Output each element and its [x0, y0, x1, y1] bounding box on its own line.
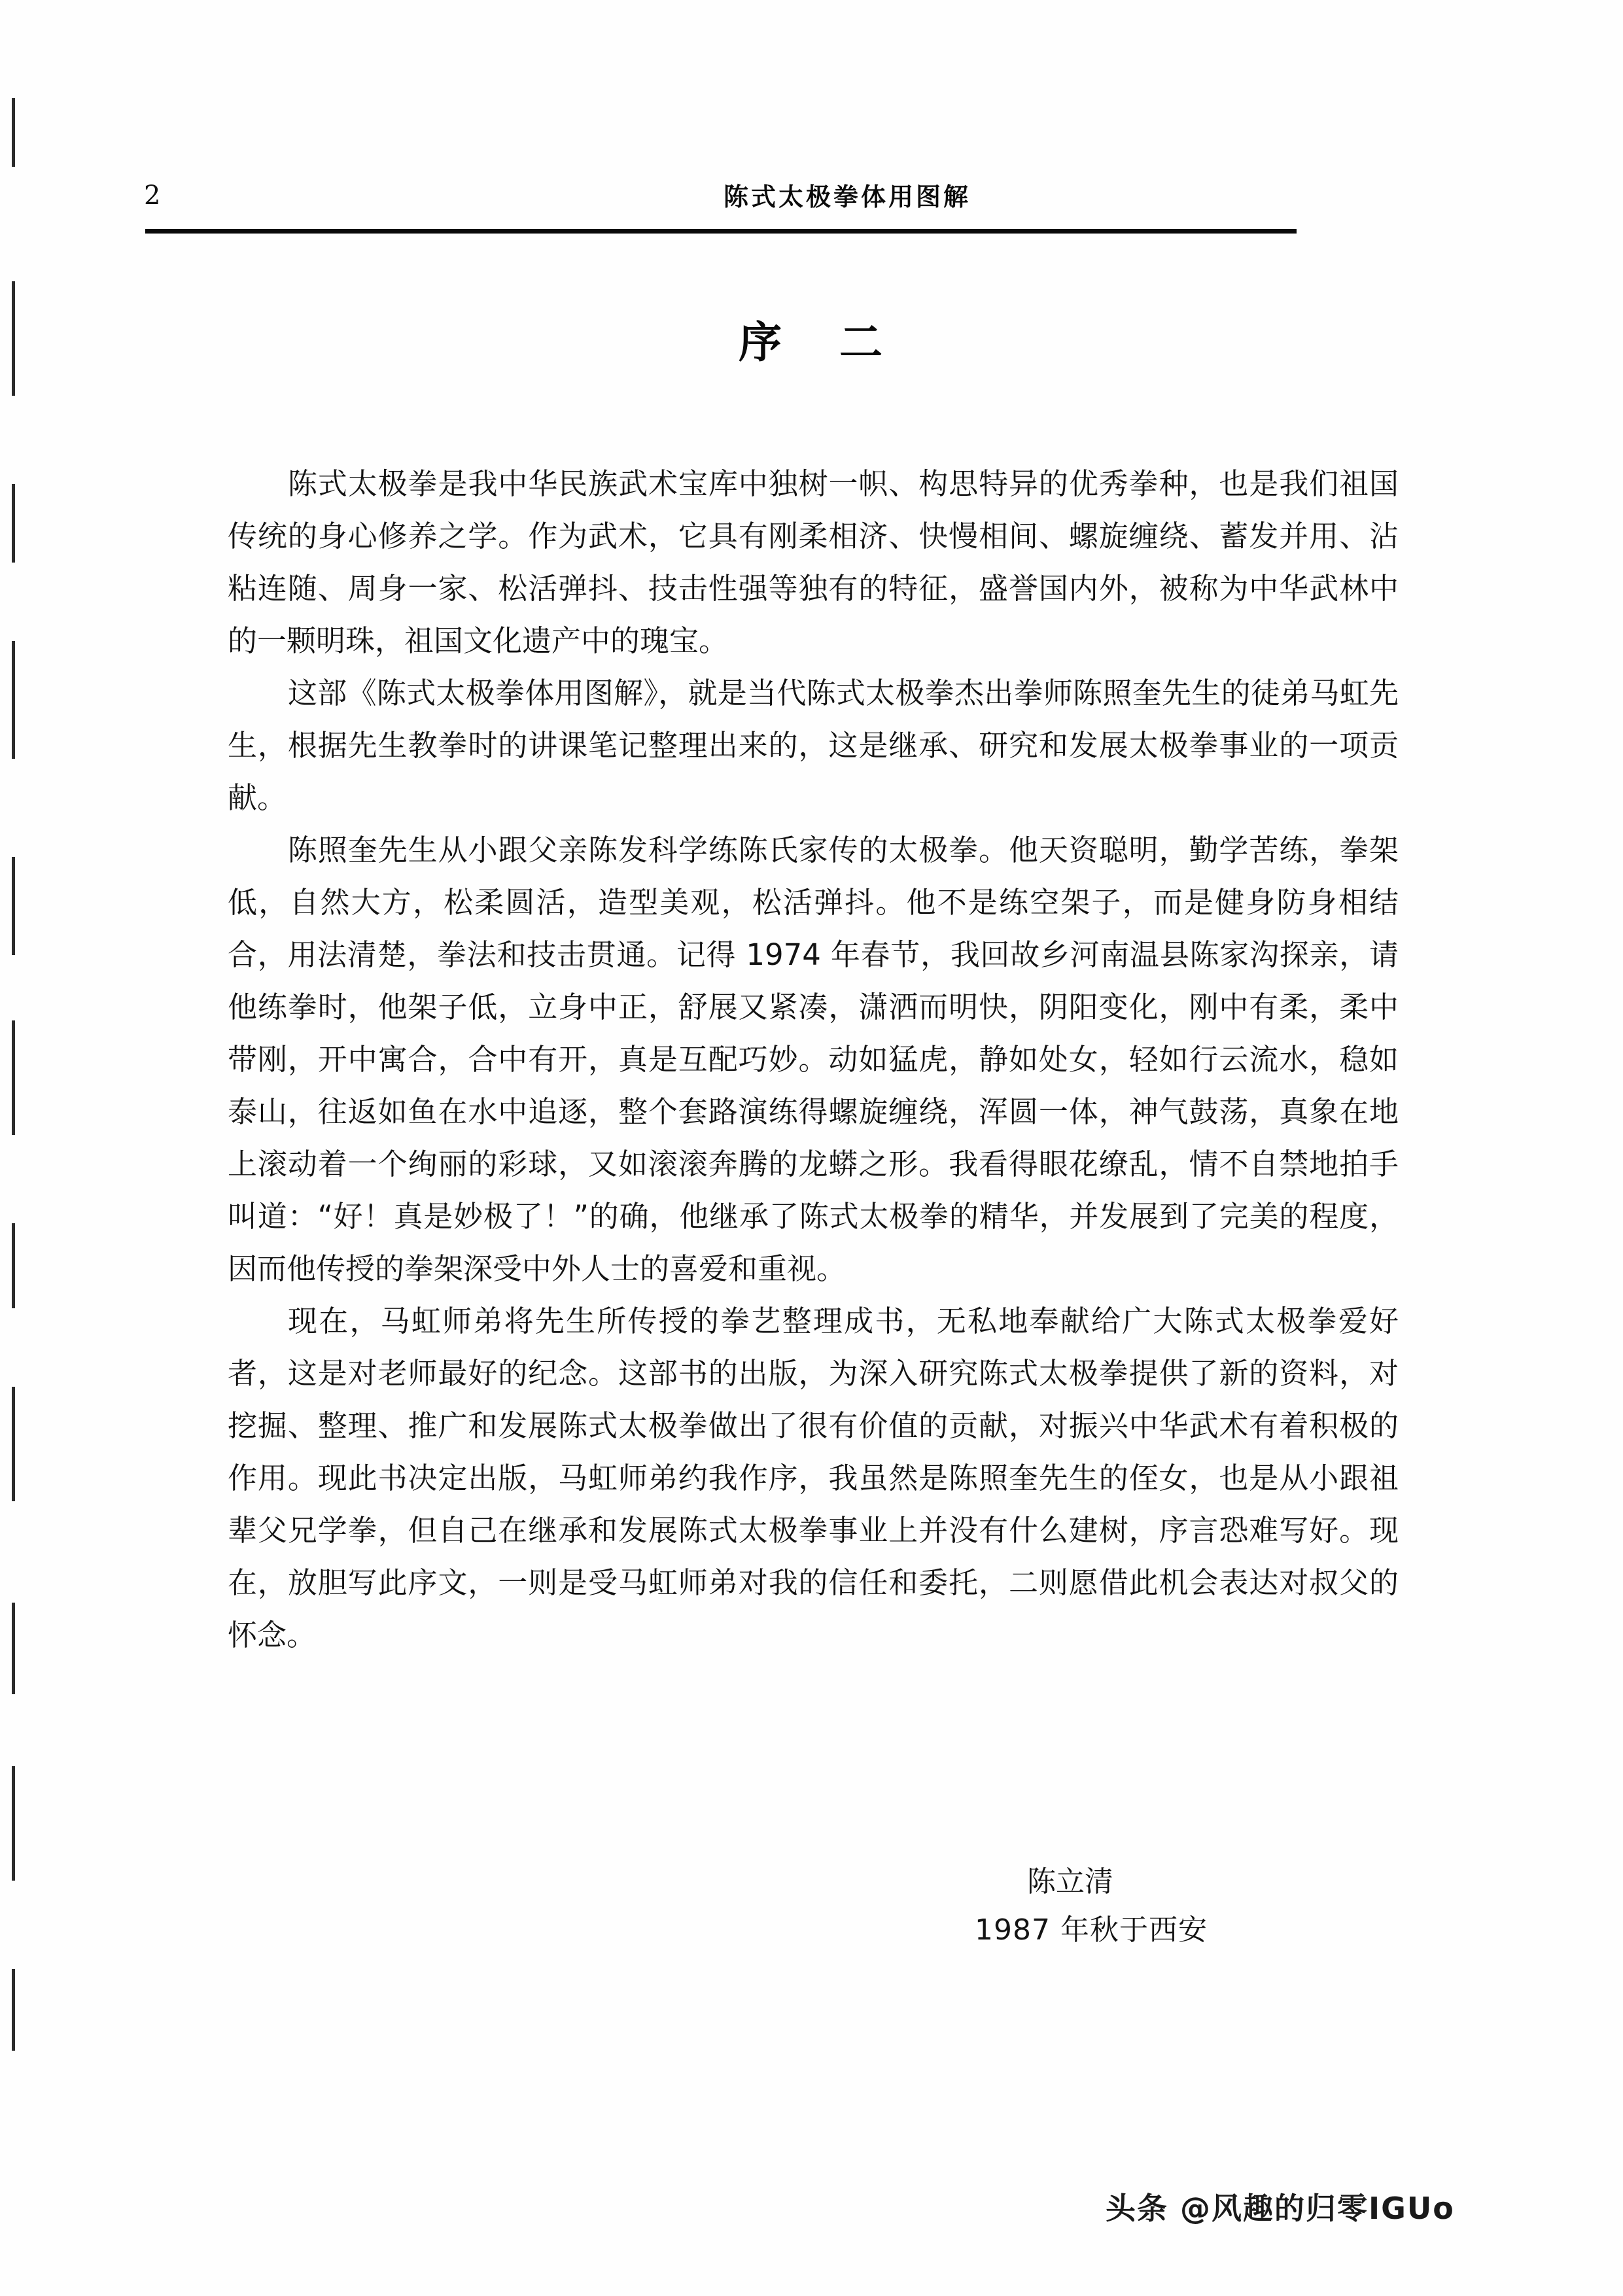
scan-edge-artifact: [12, 1387, 15, 1501]
paragraph: 陈照奎先生从小跟父亲陈发科学练陈氏家传的太极拳。他天资聪明，勤学苦练，拳架低，自然大方，松柔圆活，造型美观，松活弹抖。他不是练空架子，而是健身防身相结合，用法清楚，拳法和技击贯通。记得 1974 年春节，我回故乡河南温县陈家沟探亲，请他练拳时，他架子低，立身中正，舒展又紧凑，潇洒而明快，阴阳变化，刚中有柔，柔中带刚，开中寓合，合中有开，真是互配巧妙。动如猛虎，静如处女，轻如行云流水，稳如泰山，往返如鱼在水中追逐，整个套路演练得螺旋缠绕，浑圆一体，神气鼓荡，真象在地上滚动着一个绚丽的彩球，又如滚滚奔腾的龙蟒之形。我看得眼花缭乱，情不自禁地拍手叫道：“好！真是妙极了！”的确，他继承了陈式太极拳的精华，并发展到了完美的程度，因而他传授的拳架深受中外人士的喜爱和重视。: [228, 833, 1399, 1286]
scan-edge-artifact: [12, 857, 15, 955]
date-and-place: 1987 年秋于西安: [975, 1913, 1208, 1947]
scan-edge-artifact: [12, 1766, 15, 1881]
paragraph: 陈式太极拳是我中华民族武术宝库中独树一帜、构思特异的优秀拳种，也是我们祖国传统的身心修养之学。作为武术，它具有刚柔相济、快慢相间、螺旋缠绕、蓄发并用、沾粘连随、周身一家、松活弹抖、技击性强等独有的特征，盛誉国内外，被称为中华武林中的一颗明珠，祖国文化遗产中的瑰宝。: [228, 466, 1399, 658]
signature-block: [968, 1858, 1374, 1955]
scan-edge-artifact: [12, 641, 15, 759]
author-name: 陈立清: [1027, 1865, 1113, 1898]
page-number: 2: [144, 181, 161, 211]
scan-edge-artifact: [12, 1603, 15, 1694]
scan-edge-artifact: [12, 281, 15, 396]
scan-edge-artifact: [12, 1223, 15, 1308]
scan-edge-artifact: [12, 1020, 15, 1135]
scan-edge-artifact: [12, 484, 15, 563]
section-title-left: 序: [739, 317, 783, 368]
section-title: [196, 307, 1426, 370]
running-title: 陈式太极拳体用图解: [723, 183, 971, 211]
preface-body: [228, 458, 1399, 1661]
header-rule: [145, 229, 1297, 234]
paragraph: 这部《陈式太极拳体用图解》，就是当代陈式太极拳杰出拳师陈照奎先生的徒弟马虹先生，根据先生教拳时的讲课笔记整理出来的，这是继承、研究和发展太极拳事业的一项贡献。: [228, 676, 1399, 815]
section-title-right: 二: [839, 317, 884, 368]
running-head: [144, 164, 1321, 242]
scan-edge-artifact: [12, 1969, 15, 2051]
paragraph: 现在，马虹师弟将先生所传授的拳艺整理成书，无私地奉献给广大陈式太极拳爱好者，这是对老师最好的纪念。这部书的出版，为深入研究陈式太极拳提供了新的资料，对挖掘、整理、推广和发展陈式太极拳做出了很有价值的贡献，对振兴中华武术有着积极的作用。现此书决定出版，马虹师弟约我作序，我虽然是陈照奎先生的侄女，也是从小跟祖辈父兄学拳，但自己在继承和发展陈式太极拳事业上并没有什么建树，序言恐难写好。现在，放胆写此序文，一则是受马虹师弟对我的信任和委托，二则愿借此机会表达对叔父的怀念。: [228, 1304, 1399, 1652]
watermark-text: 头条 @风趣的归零IGUo: [1106, 2191, 1455, 2226]
scan-edge-artifact: [12, 98, 15, 167]
